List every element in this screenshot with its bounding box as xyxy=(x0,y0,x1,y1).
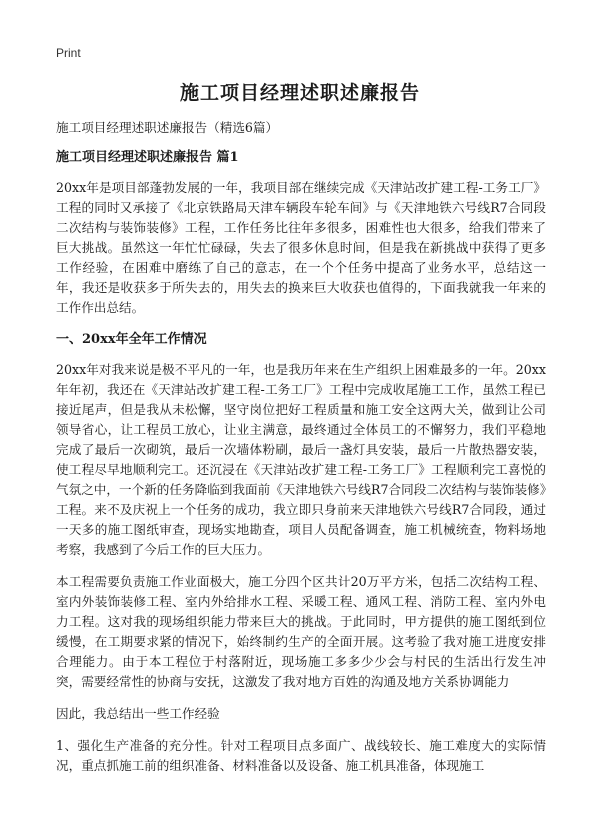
paragraph: 本工程需要负责施工作业面极大，施工分四个区共计20万平方米，包括二次结构工程、室内外装饰装修工程、室内外给排水工程、采暖工程、通风工程、消防工程、室内外电力工程。这对我的现场组织能力带来巨大的挑战。于此同时，甲方提供的施工图纸到位缓慢，在工期要求紧的情况下，始终制约生产的全面开展。这考验了我对施工进度安排合理能力。由于本工程位于村落附近，现场施工多多少少会与村民的生活出行发生冲突，需要经常性的协商与安抚，这激发了我对地方百姓的沟通及地方关系协调能力 xyxy=(56,574,546,689)
paragraph: 20xx年对我来说是极不平凡的一年，也是我历年来在生产组织上困难最多的一年。20xx年年初，我还在《天津站改扩建工程-工务工厂》工程中完成收尾施工工作，虽然工程已接近尾声，但是我从未松懈，坚守岗位把好工程质量和施工安全这两大关，做到让公司领导省心，让工程员工放心，让业主满意，最终通过全体员工的不懈努力，我们平稳地完成了最后一次砌筑，最后一次墙体粉刷，最后一盏灯具安装，最后一片散热器安装，使工程尽早地顺利完工。还沉浸在《天津站改扩建工程-工务工厂》工程顺利完工喜悦的气氛之中，一个新的任务降临到我面前《天津地铁六号线R7合同段二次结构与装饰装修》工程。来不及庆祝上一个任务的成功，我立即只身前来天津地铁六号线R7合同段，通过一天多的施工图纸审查，现场实地勘查，项目人员配备调查，施工机械统查，物料场地考察，我感到了今后工作的巨大压力。 xyxy=(56,362,546,557)
page-title: 施工项目经理述职述廉报告 xyxy=(179,82,420,104)
subsection-heading: 一、20xx年全年工作情况 xyxy=(56,332,207,347)
paragraph: 因此，我总结出一些工作经验 xyxy=(56,706,220,721)
print-link[interactable]: Print xyxy=(56,46,81,60)
document-subtitle: 施工项目经理述职述廉报告（精选6篇） xyxy=(56,120,279,135)
paragraph: 1、强化生产准备的充分性。针对工程项目点多面广、战线较长、施工难度大的实际情况，重点抓施工前的组织准备、材料准备以及设备、施工机具准备，体现施工 xyxy=(56,738,546,773)
document-body xyxy=(56,118,546,788)
section-heading: 施工项目经理述职述廉报告 篇1 xyxy=(56,150,239,165)
paragraph: 20xx年是项目部蓬勃发展的一年，我项目部在继续完成《天津站改扩建工程-工务工厂》工程的同时又承接了《北京铁路局天津车辆段车轮车间》与《天津地铁六号线R7合同段二次结构与装饰装修》工程，工作任务比往年多很多，困难性也大很多，给我们带来了巨大挑战。虽然这一年忙忙碌碌，失去了很多休息时间，但是我在新挑战中获得了更多工作经验，在困难中磨练了自己的意志，在一个个任务中提高了业务水平，总结这一年，我还是收获多于所失去的，用失去的换来巨大收获也值得的，下面我就我一年来的工作作出总结。 xyxy=(56,180,546,315)
